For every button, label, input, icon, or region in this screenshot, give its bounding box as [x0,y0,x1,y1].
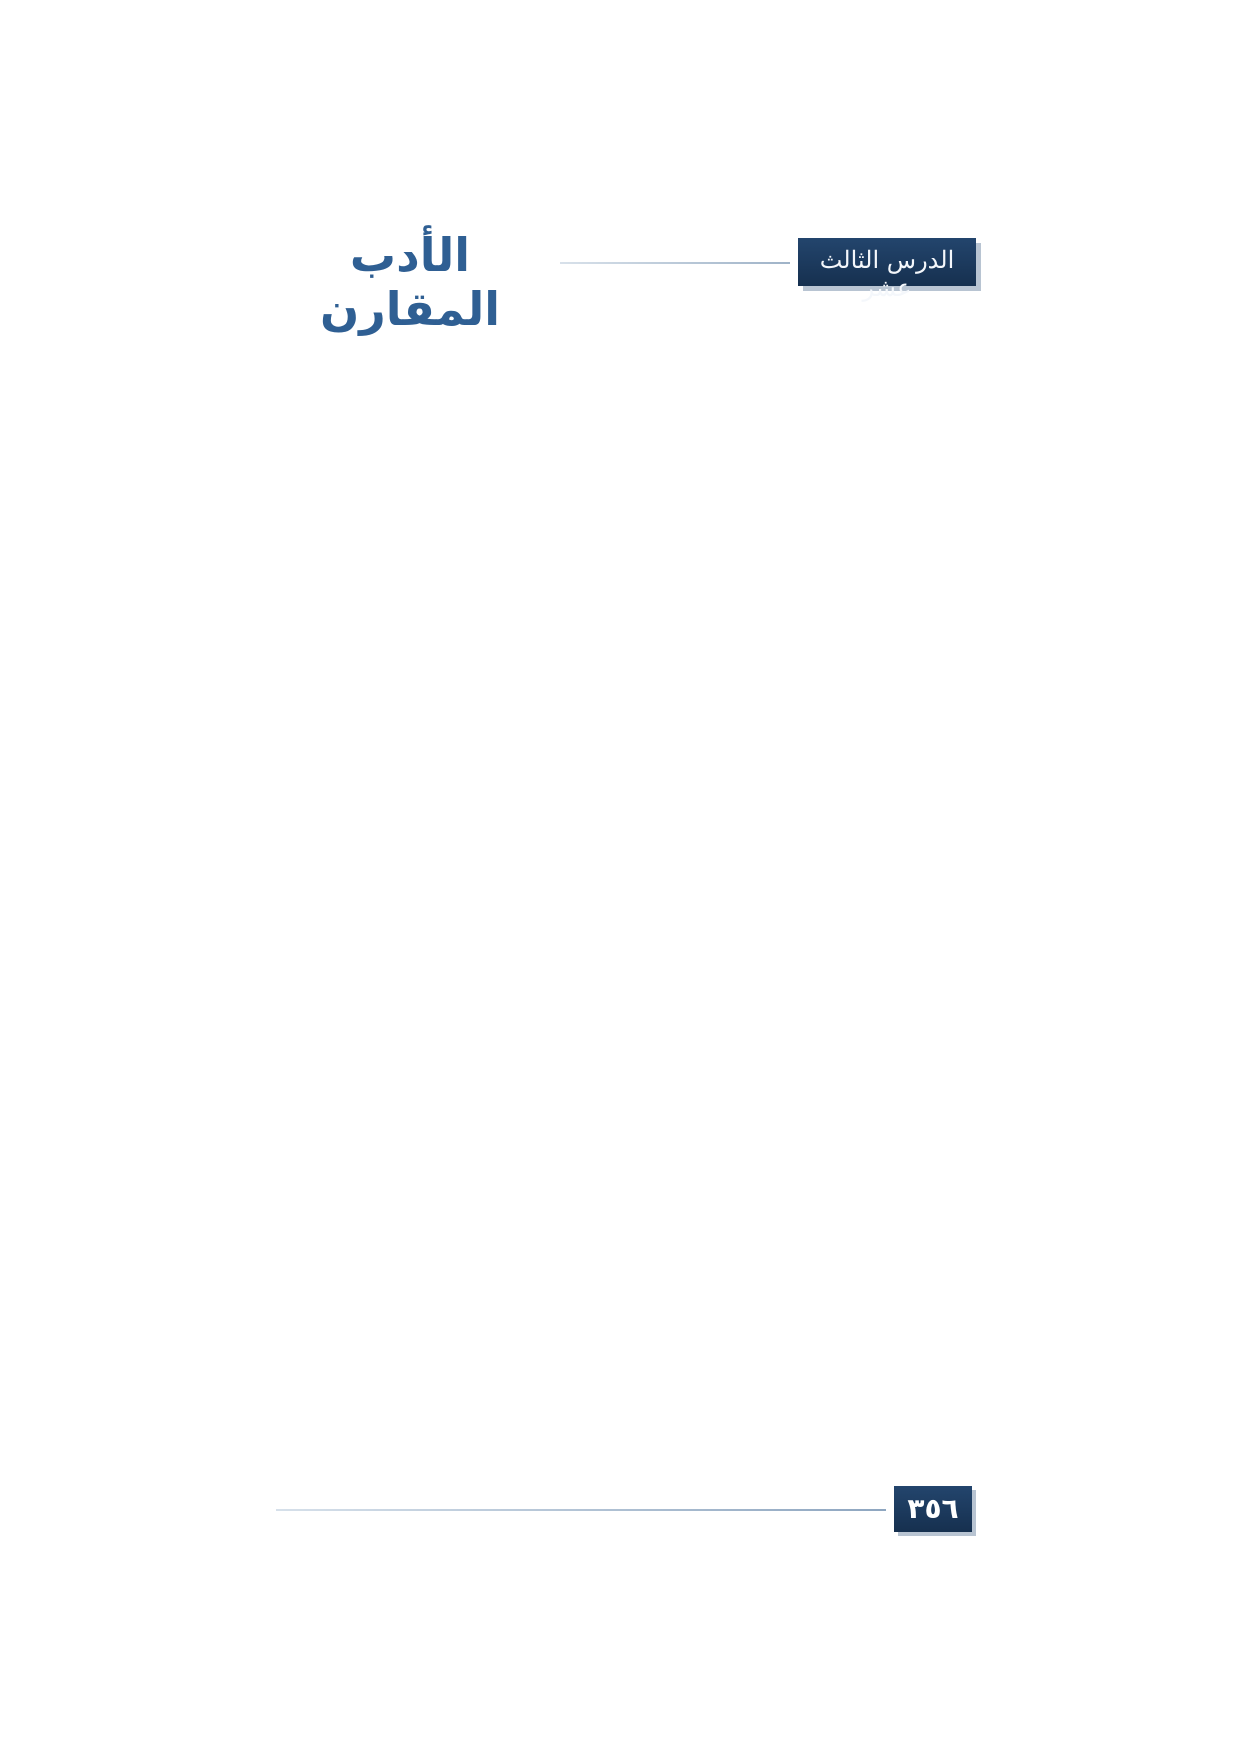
body-text [262,310,980,334]
book-title: الأدب المقارن [319,228,500,336]
page-number: ٣٥٦ [907,1492,959,1525]
chapter-label: الدرس الثالث عشر [819,246,955,302]
header-rule [560,262,790,264]
page-number-badge [894,1486,972,1532]
chapter-badge [798,238,976,302]
footer-rule [276,1509,886,1511]
